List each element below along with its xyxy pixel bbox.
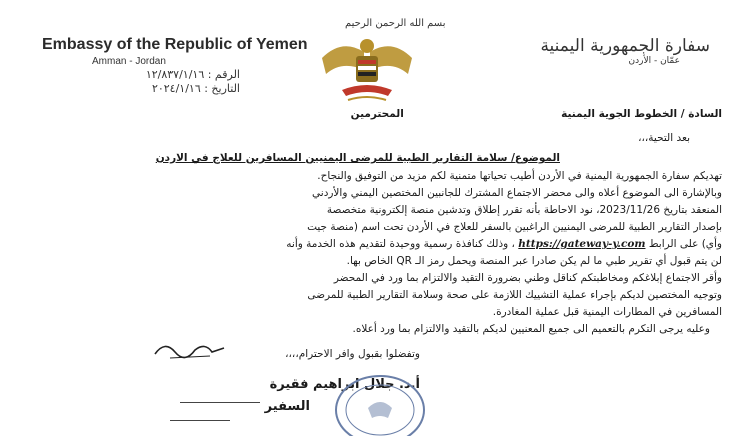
addressee-line bbox=[22, 106, 722, 123]
reference-block bbox=[40, 68, 240, 96]
date-value: ٢٠٢٤/١/١٦ bbox=[151, 82, 201, 95]
embassy-location-en: Amman - Jordan bbox=[92, 56, 166, 67]
body-line-4: بإصدار التقارير الطبية للمرضى اليمنيين الراغبين بالسفر للعلاج في الأردن تحت اسم (منصة جيت bbox=[307, 221, 722, 233]
subject-line: الموضوع/ سلامة التقارير الطبية للمرضى اليمنيين المسافرين للعلاج في الاردن bbox=[155, 152, 560, 164]
embassy-location-ar: عمّان - الأردن bbox=[628, 56, 680, 66]
body-line-5-end: ، وذلك كنافذة رسمية ووحيدة لتقديم هذه الخدمة وأنه bbox=[286, 238, 515, 250]
body-line-6: لن يتم قبول أي تقرير طبي ما لم يكن صادرا عبر المنصة ويحمل رمز الـ QR الخاص بها. bbox=[346, 255, 722, 267]
date-label: التاريخ : bbox=[204, 82, 240, 95]
embassy-name-en: Embassy of the Republic of Yemen bbox=[42, 36, 308, 53]
body-line-8: وتوجيه المختصين لديكم بإجراء عملية التشييك اللازمة على صحة وسلامة التقارير الطبية للمرضى bbox=[307, 289, 722, 301]
body-line-10: وعليه يرجى التكرم بالتعميم الى جميع المعنيين لديكم بالتقيد والالتزام بما ورد أعلاه. bbox=[352, 323, 710, 335]
letter-date bbox=[40, 82, 240, 96]
signature-underline bbox=[180, 402, 260, 403]
reference-value: ١٢/٨٣٧/١/١٦ bbox=[145, 68, 205, 81]
body-line-2: وبالإشارة الى الموضوع أعلاه والى محضر الاجتماع المشترك للجانبين المختصين اليمني والأردني bbox=[312, 187, 722, 199]
greeting: بعد التحية،،، bbox=[638, 132, 690, 144]
body-line-9: المسافرين في المطارات اليمنية قبل عملية المغادرة. bbox=[492, 306, 722, 318]
addressee: السادة / الخطوط الجوية اليمنية bbox=[561, 108, 722, 120]
reference-label: الرقم : bbox=[207, 68, 240, 81]
signatory-title: السفير bbox=[264, 399, 310, 414]
body-line-5-start: وأي) على الرابط bbox=[648, 238, 722, 250]
yemen-emblem-icon bbox=[312, 30, 422, 110]
gateway-link[interactable]: https://gateway-y.com bbox=[518, 238, 646, 250]
body-line-5 bbox=[22, 236, 722, 253]
closing: وتفضلوا بقبول وافر الاحترام،،،، bbox=[285, 348, 420, 360]
honorific: المحترمين bbox=[350, 108, 404, 120]
embassy-seal-stamp bbox=[330, 370, 430, 436]
basmala: بسم الله الرحمن الرحيم bbox=[345, 18, 446, 29]
reference-number bbox=[40, 68, 240, 82]
title-underline bbox=[170, 420, 230, 421]
embassy-name-ar: سفارة الجمهورية اليمنية bbox=[540, 36, 710, 56]
signatory-name: أ.د. جلال ابراهيم فقيرة bbox=[269, 377, 420, 392]
body-line-1: تهديكم سفارة الجمهورية اليمنية في الأردن أطيب تحياتها متمنية لكم مزيد من التوفيق والنجاح. bbox=[317, 170, 722, 182]
body-line-7: وأقر الاجتماع إبلاغكم ومخاطبتكم كناقل وطني بضرورة التقيد والالتزام بما ورد في المحضر bbox=[333, 272, 722, 284]
body-line-3: المنعقد بتاريخ 2023/11/26، نود الاحاطة بأنه تقرر إطلاق وتدشين منصة إلكترونية متخصصة bbox=[326, 204, 722, 216]
